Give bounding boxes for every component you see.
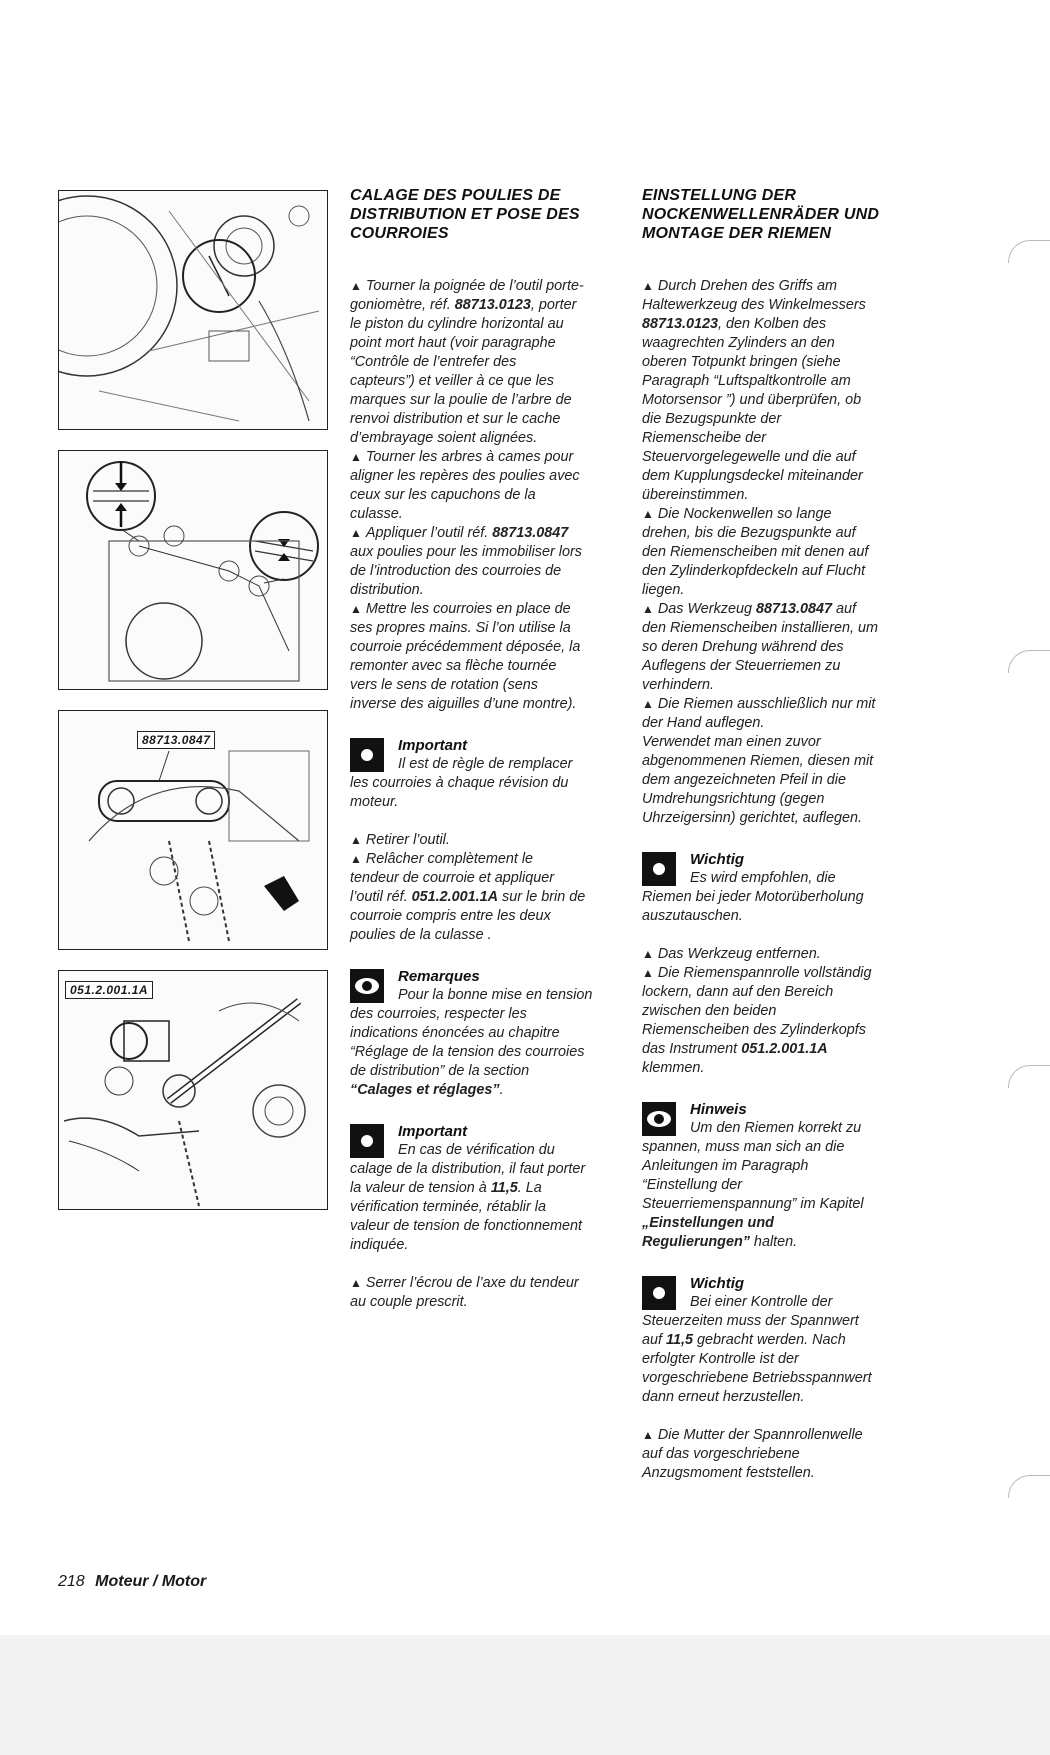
step-paragraph: ▲ Retirer l’outil. xyxy=(350,832,450,848)
belt-tension-tool-illustration xyxy=(59,971,327,1209)
important-note: Important En cas de vérification du calage de la distribution, il faut porter la valeur de tension à 11,5. La vérification terminée, rétablir la valeur de tension de fonctionnement indiquée. xyxy=(350,1123,586,1253)
bullet-triangle-icon: ▲ xyxy=(350,450,362,464)
figure-camshaft-marks xyxy=(58,450,328,690)
step-paragraph: ▲ Serrer l’écrou de l’axe du tendeur au couple prescrit. xyxy=(350,1275,579,1310)
step-paragraph: ▲ Relâcher complètement le tendeur de courroie et appliquer l’outil réf. 051.2.001.1A sur le brin de courroie compris entre les deux poulies de la culasse . xyxy=(350,851,586,943)
page-bottom-band xyxy=(0,1635,1050,1755)
step-paragraph: ▲ Die Mutter der Spannrollenwelle auf das vorgeschriebene Anzugsmoment feststellen. xyxy=(642,1427,863,1481)
section-title: Moteur / Motor xyxy=(95,1573,207,1590)
step-paragraph: ▲ Tourner les arbres à cames pour aligner les repères des poulies avec ceux sur les capuchons de la culasse. xyxy=(350,449,580,522)
important-icon xyxy=(642,852,676,886)
bullet-triangle-icon: ▲ xyxy=(642,947,654,961)
section-heading-de: EINSTELLUNG DER NOCKENWELLENRÄDER UND MONTAGE DER RIEMEN xyxy=(642,187,880,242)
german-column xyxy=(642,186,912,1483)
eye-icon xyxy=(350,969,384,1003)
bullet-triangle-icon: ▲ xyxy=(642,697,654,711)
punch-mark xyxy=(1008,650,1050,673)
page-footer xyxy=(58,1573,206,1591)
step-paragraph: ▲ Appliquer l’outil réf. 88713.0847 aux poulies pour les immobiliser lors de l’introduction des courroies de distribution. xyxy=(350,525,582,598)
step-paragraph: ▲ Das Werkzeug 88713.0847 auf den Riemenscheiben installieren, um so deren Drehung während des Auflegens der Steuerriemen zu verhindern. xyxy=(642,601,878,693)
bullet-triangle-icon: ▲ xyxy=(350,833,362,847)
step-paragraph: ▲ Tourner la poignée de l’outil porte- goniomètre, réf. 88713.0123, porter le piston du cylindre horizontal au point mort haut (voir paragraphe “Contrôle de l’entrefer des capteurs”) et veiller à ce que les marques sur la poulie de l’arbre de renvoi distribution et sur le cache d’embrayage soient alignées. xyxy=(350,278,584,446)
important-note: Wichtig Bei einer Kontrolle der Steuerzeiten muss der Spannwert auf 11,5 gebracht werden. Nach erfolgter Kontrolle ist der vorgeschriebene Betriebsspannwert dann erneut herzustellen. xyxy=(642,1275,872,1405)
bullet-triangle-icon: ▲ xyxy=(642,602,654,616)
bullet-triangle-icon: ▲ xyxy=(642,966,654,980)
tool-reference-label: 051.2.001.1A xyxy=(65,981,153,999)
step-paragraph: ▲ Die Nockenwellen so lange drehen, bis die Bezugspunkte auf den Riemenscheiben mit denen auf den Zylinderkopfdeckeln auf Flucht liegen. xyxy=(642,506,869,598)
eye-icon xyxy=(642,1102,676,1136)
figure-timing-marks xyxy=(58,190,328,430)
page-number: 218 xyxy=(58,1573,85,1590)
step-paragraph: ▲ Die Riemen ausschließlich nur mit der Hand auflegen. Verwendet man einen zuvor abgenommenen Riemen, diesen mit dem angezeichneten Pfeil in die Umdrehungsrichtung (gegen Uhrzeigersinn) gerichtet, auflegen. xyxy=(642,696,876,826)
step-paragraph: ▲ Mettre les courroies en place de ses propres mains. Si l’on utilise la courroie précédemment déposée, la remonter avec sa flèche tournée vers le sens de rotation (sens inverse des aiguilles d’une montre). xyxy=(350,601,581,712)
bullet-triangle-icon: ▲ xyxy=(350,279,362,293)
punch-mark xyxy=(1008,240,1050,263)
step-paragraph: ▲ Die Riemenspannrolle vollständig lockern, dann auf den Bereich zwischen den beiden Riemenscheiben des Zylinderkopfs das Instrument 051.2.001.1A klemmen. xyxy=(642,965,872,1076)
section-heading-fr: CALAGE DES POULIES DE DISTRIBUTION ET POSE DES COURROIES xyxy=(350,187,580,242)
step-paragraph: ▲ Durch Drehen des Griffs am Haltewerkzeug des Winkelmessers 88713.0123, den Kolben des waagrechten Zylinders an den oberen Totpunkt bringen (siehe Paragraph “Luftspaltkontrolle am Motorsensor ”) und überprüfen, ob die Bezugspunkte der Riemenscheibe der Steuervorgelegewelle und die auf dem Kupplungsdeckel miteinander übereinstimmen. xyxy=(642,278,866,503)
french-column xyxy=(350,186,620,1312)
bullet-triangle-icon: ▲ xyxy=(350,602,362,616)
figure-belt-tension-tool xyxy=(58,970,328,1210)
tool-reference-label: 88713.0847 xyxy=(137,731,215,749)
bullet-triangle-icon: ▲ xyxy=(350,852,362,866)
bullet-triangle-icon: ▲ xyxy=(350,1276,362,1290)
figure-pulley-lock-tool xyxy=(58,710,328,950)
punch-mark xyxy=(1008,1475,1050,1498)
important-icon xyxy=(350,738,384,772)
bullet-triangle-icon: ▲ xyxy=(350,526,362,540)
remarks-note: Remarques Pour la bonne mise en tension des courroies, respecter les indications énoncées au chapitre “Réglage de la tension des courroies de distribution” de la section “Calages et réglages”. xyxy=(350,968,593,1098)
bullet-triangle-icon: ▲ xyxy=(642,1428,654,1442)
important-note: Important Il est de règle de remplacer les courroies à chaque révision du moteur. xyxy=(350,737,573,810)
hint-note: Hinweis Um den Riemen korrekt zu spannen, muss man sich an die Anleitungen im Paragraph “Einstellung der Steuerriemenspannung” im Kapitel „Einstellungen und Regulierungen” halten. xyxy=(642,1101,864,1250)
camshaft-alignment-illustration xyxy=(59,451,327,689)
step-paragraph: ▲ Das Werkzeug entfernen. xyxy=(642,946,821,962)
bullet-triangle-icon: ▲ xyxy=(642,279,654,293)
important-icon xyxy=(642,1276,676,1310)
punch-mark xyxy=(1008,1065,1050,1088)
important-note: Wichtig Es wird empfohlen, die Riemen bei jeder Motorüberholung auszutauschen. xyxy=(642,851,864,924)
important-icon xyxy=(350,1124,384,1158)
bullet-triangle-icon: ▲ xyxy=(642,507,654,521)
engine-pulley-illustration xyxy=(59,191,327,429)
